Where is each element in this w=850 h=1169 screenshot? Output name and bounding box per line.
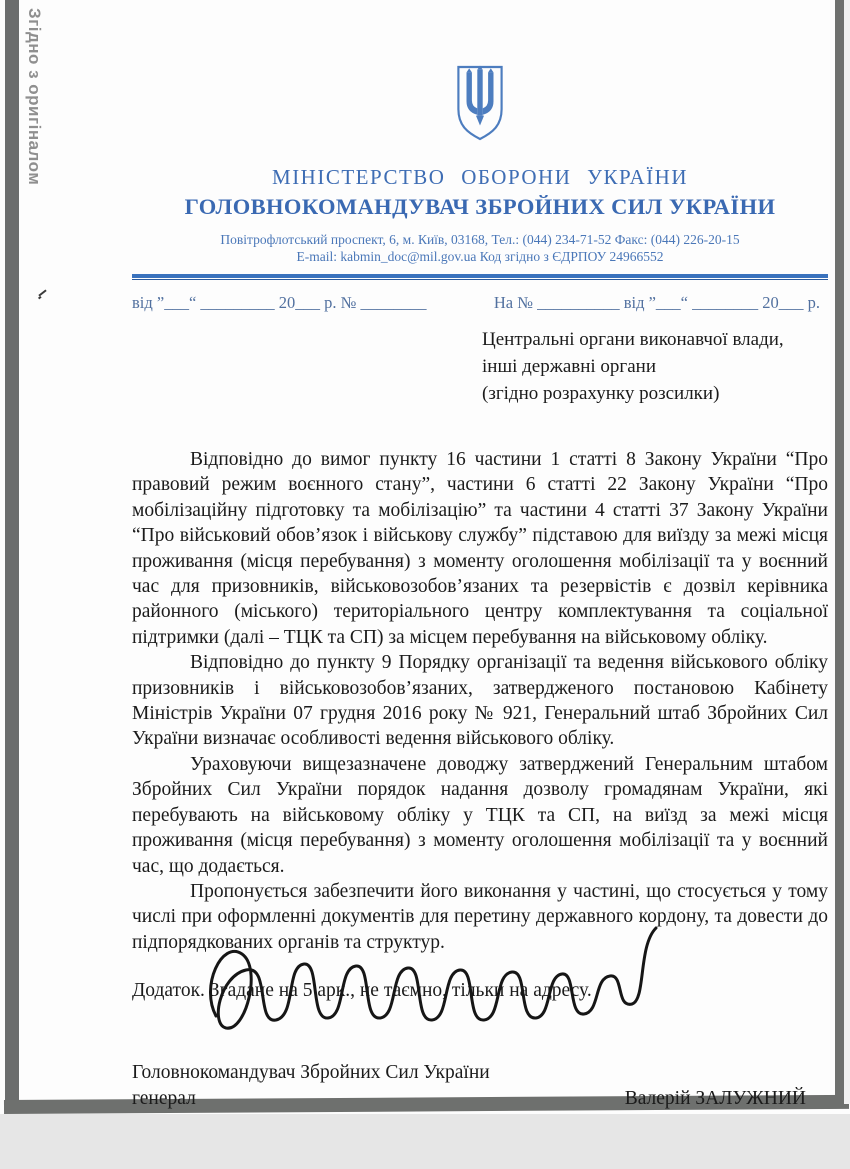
ukraine-trident-shield-icon xyxy=(453,64,507,142)
recipient-block xyxy=(482,326,828,407)
body-paragraph: Відповідно до вимог пункту 16 частини 1 статті 8 Закону України “Про правовий режим воєнного стану”, частини 6 статті 22 Закону України “Про мобілізаційну підготовку та мобілізацію” та частини 4 статті 37 Закону України “Про військовий обов’язок і військову службу” підставою для виїзду за межі місця проживання (місця перебування) з моменту оголошення мобілізації та у воєнний час для призовників, військовозобов’язаних та резервістів є дозвіл керівника районного (міського) територіального центру комплектування та соціальної підтримки (далі – ТЦК та СП) за місцем перебування на військовому обліку. xyxy=(132,449,828,648)
signer-position: Головнокомандувач Збройних Сил України xyxy=(132,1062,490,1084)
letterhead-contact: E-mail: kabmin_doc@mil.gov.ua Код згідно з ЄДРПОУ 24966552 xyxy=(296,249,664,264)
scan-edge-right-bar xyxy=(835,0,844,1104)
letterhead-divider xyxy=(132,274,828,280)
signer-name: Валерій ЗАЛУЖНИЙ xyxy=(624,1088,806,1110)
recipient-line: інші державні органи xyxy=(482,356,656,377)
reference-outgoing: від ”___“ _________ 20___ р. № ________ xyxy=(132,293,427,312)
recipient-line: (згідно розрахунку розсилки) xyxy=(482,383,720,404)
letterhead-address: Повітрофлотський проспект, 6, м. Київ, 03168, Тел.: (044) 234-71-52 Факс: (044) 226-20-15 xyxy=(220,232,740,247)
ministry-title: МІНІСТЕРСТВО ОБОРОНИ УКРАЇНИ xyxy=(272,165,688,189)
letter-content xyxy=(132,0,828,1112)
scan-edge-left-bar xyxy=(5,0,19,1112)
signature-block xyxy=(132,1060,828,1112)
attachment-note: Додаток. Згадане на 5 арк., не таємно, тільки на адресу. xyxy=(132,980,592,1002)
scan-background-bottom xyxy=(0,1114,850,1169)
certification-note-vertical: Згідно з оригіналом xyxy=(25,8,44,186)
body-paragraph: Пропонується забезпечити його виконання у частині, що стосується у тому числі при оформленні документів для перетину державного кордону, та довести до підпорядкованих органів та структур. xyxy=(132,880,828,953)
scan-background-right xyxy=(844,0,850,1104)
body-paragraph: Відповідно до пункту 9 Порядку організації та ведення військового обліку призовників і військовозобов’язаних, затвердженого постановою Кабінету Міністрів України 07 грудня 2016 року № 921, Генеральний штаб Збройних Сил України визначає особливості ведення військового обліку. xyxy=(132,652,828,750)
recipient-line: Центральні органи виконавчої влади, xyxy=(482,329,784,350)
reference-incoming: На № __________ від ”___“ ________ 20___ р. xyxy=(493,293,820,312)
scan-stray-mark xyxy=(38,289,46,296)
body-paragraph: Ураховуючи вищезазначене доводжу затверджений Генеральним штабом Збройних Сил України порядок надання дозволу громадянам України, які перебувають на військовому обліку у ТЦК та СП, на виїзд за межі місця проживання (місця перебування) з моменту оголошення мобілізації та у воєнний час, що додається. xyxy=(132,753,828,877)
reference-line xyxy=(132,293,828,313)
signer-rank: генерал xyxy=(132,1088,196,1110)
letter-body xyxy=(132,447,828,955)
emblem-container xyxy=(132,64,828,147)
commander-title: ГОЛОВНОКОМАНДУВАЧ ЗБРОЙНИХ СИЛ УКРАЇНИ xyxy=(184,194,776,219)
